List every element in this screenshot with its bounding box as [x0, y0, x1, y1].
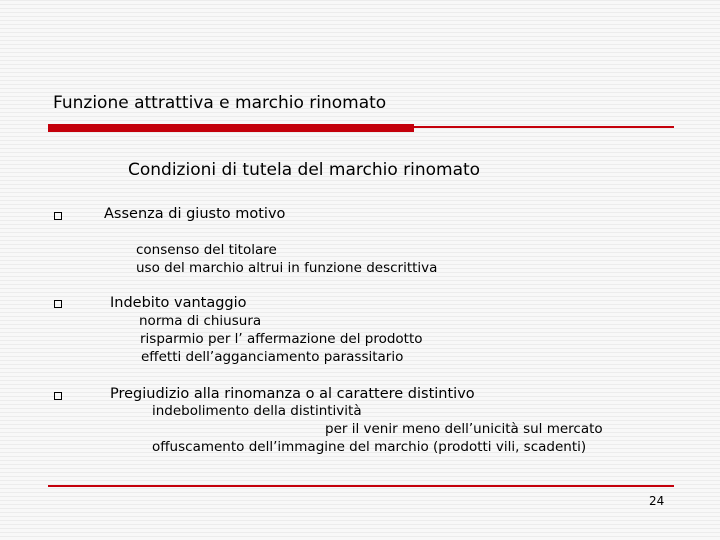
slide-title: Funzione attrattiva e marchio rinomato — [53, 93, 387, 113]
bullet-heading-1: Assenza di giusto motivo — [104, 206, 286, 222]
title-divider-accent — [48, 124, 414, 132]
page-number: 24 — [649, 494, 665, 508]
square-bullet-icon — [54, 300, 62, 308]
sub-point: uso del marchio altrui in funzione descrittiva — [136, 260, 438, 276]
sub-point: consenso del titolare — [136, 242, 277, 258]
bullet-heading-2: Indebito vantaggio — [110, 295, 247, 311]
sub-point: effetti dell’agganciamento parassitario — [141, 349, 404, 365]
bullet-heading-3: Pregiudizio alla rinomanza o al carattere distintivo — [110, 386, 475, 402]
sub-point: norma di chiusura — [139, 313, 262, 329]
sub-point: per il venir meno dell’unicità sul mercato — [325, 421, 603, 437]
slide-subtitle: Condizioni di tutela del marchio rinomato — [128, 160, 481, 180]
sub-point: risparmio per l’ affermazione del prodotto — [140, 331, 423, 347]
sub-point: indebolimento della distintività — [152, 403, 362, 419]
square-bullet-icon — [54, 392, 62, 400]
footer-divider — [48, 485, 674, 487]
sub-point: offuscamento dell’immagine del marchio (prodotti vili, scadenti) — [152, 439, 587, 455]
square-bullet-icon — [54, 212, 62, 220]
